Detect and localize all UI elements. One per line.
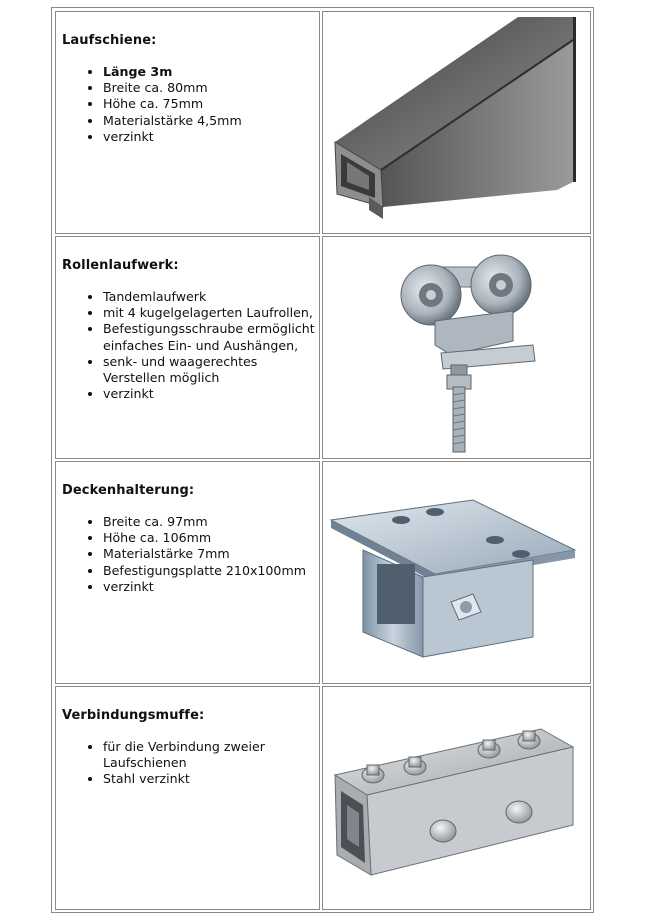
feature-item: • Breite ca. 80mm <box>103 80 319 96</box>
product-title: Rollenlaufwerk: <box>62 258 179 273</box>
image-cell-connector <box>322 686 591 910</box>
feature-item: • verzinkt <box>103 579 319 595</box>
steel-rail-photo <box>323 12 590 233</box>
product-cell-bracket <box>55 461 320 684</box>
product-cell-connector <box>55 686 320 910</box>
feature-item: • verzinkt <box>103 129 319 145</box>
feature-item: • Befestigungsschraube ermöglicht einfaches Ein- und Aushängen, <box>103 321 319 353</box>
ceiling-bracket-photo <box>323 462 590 683</box>
feature-item: • Tandemlaufwerk <box>103 289 319 305</box>
feature-item: • Höhe ca. 106mm <box>103 530 319 546</box>
feature-item: • verzinkt <box>103 386 319 402</box>
feature-item: • Länge 3m <box>103 64 319 80</box>
feature-item: • Breite ca. 97mm <box>103 514 319 530</box>
image-cell-bracket <box>322 461 591 684</box>
feature-list <box>62 289 319 402</box>
feature-item: • Befestigungsplatte 210x100mm <box>103 563 319 579</box>
feature-item: • Materialstärke 4,5mm <box>103 113 319 129</box>
feature-item: • Materialstärke 7mm <box>103 546 319 562</box>
feature-list <box>62 64 319 145</box>
product-title: Laufschiene: <box>62 33 157 48</box>
feature-item: • für die Verbindung zweier Laufschienen <box>103 739 319 771</box>
product-title: Verbindungsmuffe: <box>62 708 205 723</box>
feature-item: • Stahl verzinkt <box>103 771 319 787</box>
image-cell-trolley <box>322 236 591 459</box>
feature-list <box>62 514 319 595</box>
roller-trolley-photo <box>323 237 590 458</box>
feature-item: • mit 4 kugelgelagerten Laufrollen, <box>103 305 319 321</box>
feature-item: • senk- und waagerechtes Verstellen möglich <box>103 354 319 386</box>
product-cell-trolley <box>55 236 320 459</box>
product-table <box>51 7 594 913</box>
product-title: Deckenhalterung: <box>62 483 195 498</box>
feature-list <box>62 739 319 788</box>
feature-item: • Höhe ca. 75mm <box>103 96 319 112</box>
image-cell-rail <box>322 11 591 234</box>
product-cell-rail <box>55 11 320 234</box>
connector-sleeve-photo <box>323 687 590 909</box>
